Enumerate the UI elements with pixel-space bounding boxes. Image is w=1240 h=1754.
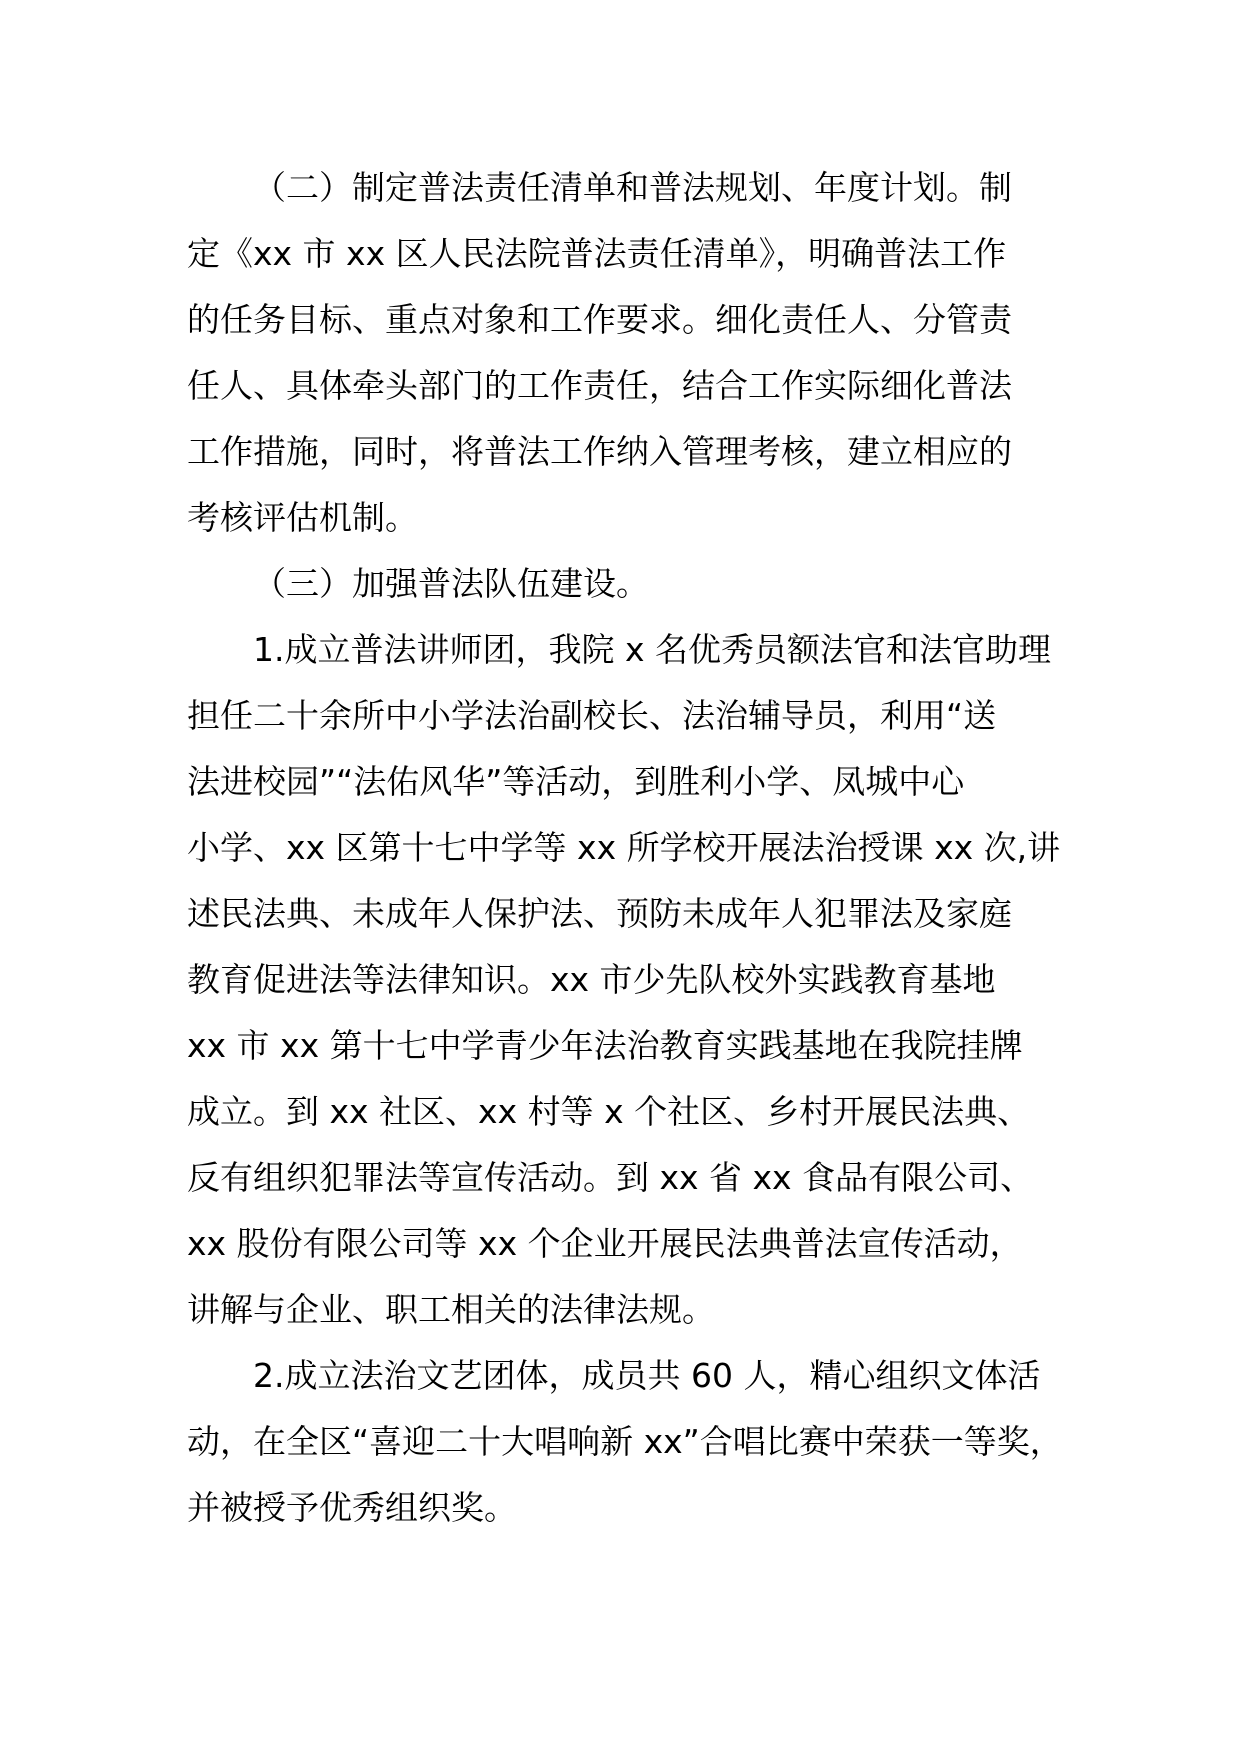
item-1-line: xx 股份有限公司等 xx 个企业开展民法典普法宣传活动， xyxy=(187,1224,1023,1263)
item-1-heading-line: 1.成立普法讲师团，我院 x 名优秀员额法官和法官助理 xyxy=(253,630,1051,669)
item-1-line: 担任二十余所中小学法治副校长、法治辅导员，利用“送 xyxy=(187,696,997,735)
item-2-line: 动，在全区“喜迎二十大唱响新 xx”合唱比赛中荣获一等奖， xyxy=(187,1422,1063,1461)
item-1-line: 反有组织犯罪法等宣传活动。到 xx 省 xx 食品有限公司、 xyxy=(187,1158,1034,1197)
section-3-heading: （三）加强普法队伍建设。 xyxy=(253,564,649,603)
paragraph-2-line: 任人、具体牵头部门的工作责任，结合工作实际细化普法 xyxy=(187,366,1012,405)
item-2-line: 并被授予优秀组织奖。 xyxy=(187,1488,517,1527)
paragraph-2-heading-line: （二）制定普法责任清单和普法规划、年度计划。制 xyxy=(253,168,1012,207)
paragraph-2-line: 的任务目标、重点对象和工作要求。细化责任人、分管责 xyxy=(187,300,1012,339)
item-1-line: 述民法典、未成年人保护法、预防未成年人犯罪法及家庭 xyxy=(187,894,1012,933)
document-body xyxy=(187,155,1063,1541)
item-1-line: 法进校园”“法佑风华”等活动，到胜利小学、凤城中心 xyxy=(187,762,965,801)
item-1-line: 讲解与企业、职工相关的法律法规。 xyxy=(187,1290,715,1329)
item-1-line: 小学、xx 区第十七中学等 xx 所学校开展法治授课 xx 次,讲 xyxy=(187,828,1061,867)
paragraph-2-line: 定《xx 市 xx 区人民法院普法责任清单》，明确普法工作 xyxy=(187,234,1007,273)
item-2-heading-line: 2.成立法治文艺团体，成员共 60 人，精心组织文体活 xyxy=(253,1356,1041,1395)
item-1-line: 成立。到 xx 社区、xx 村等 x 个社区、乡村开展民法典、 xyxy=(187,1092,1031,1131)
paragraph-2-line: 考核评估机制。 xyxy=(187,498,418,537)
paragraph-2-line: 工作措施，同时，将普法工作纳入管理考核，建立相应的 xyxy=(187,432,1012,471)
item-1-line: 教育促进法等法律知识。xx 市少先队校外实践教育基地 xyxy=(187,960,996,999)
item-1-line: xx 市 xx 第十七中学青少年法治教育实践基地在我院挂牌 xyxy=(187,1026,1023,1065)
